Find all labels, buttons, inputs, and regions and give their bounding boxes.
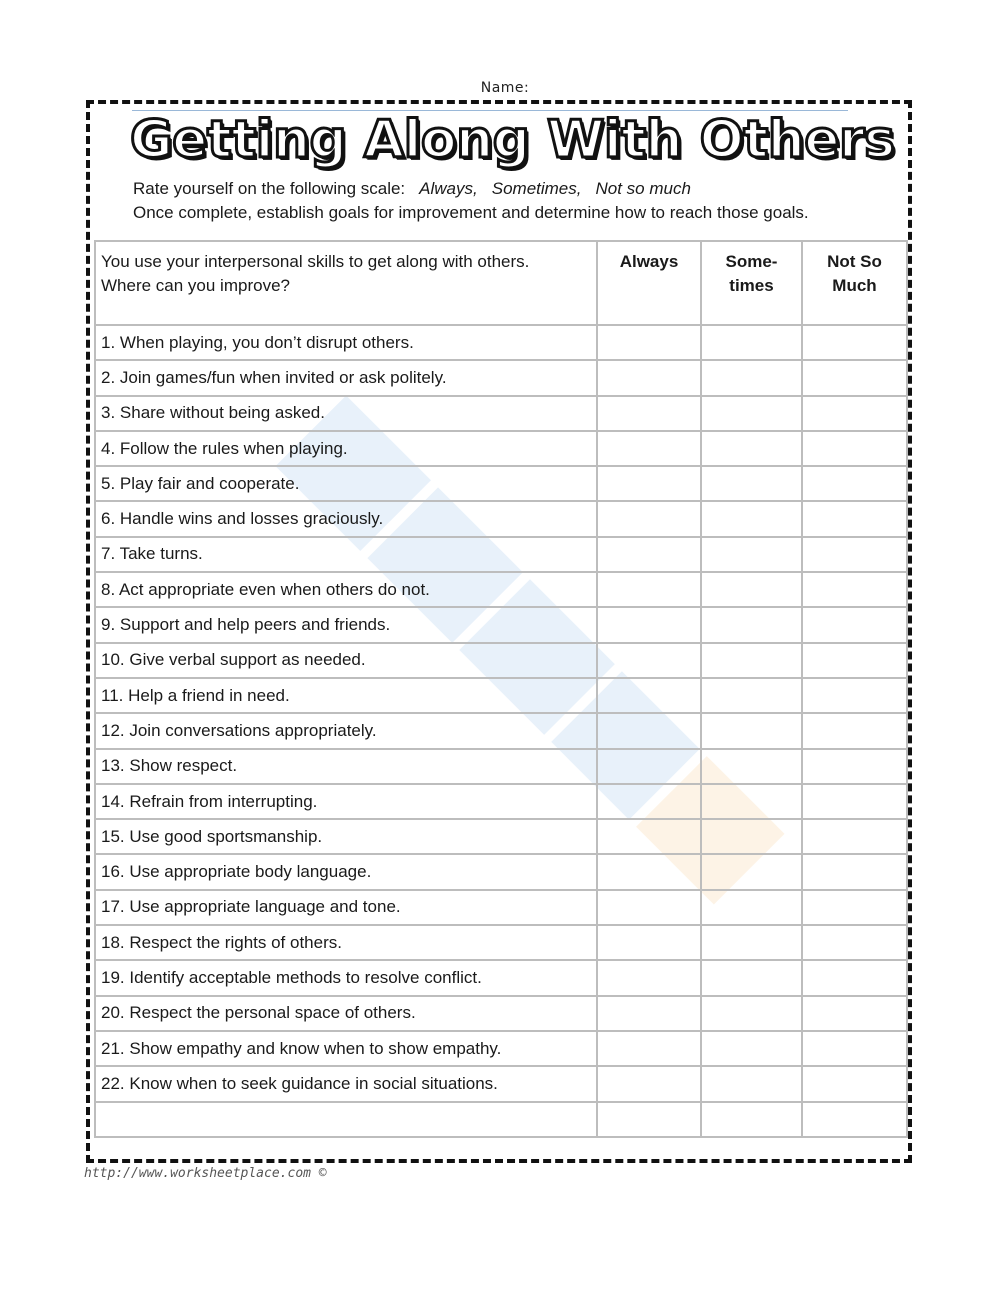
column-header-sometimes-line-1: Some-: [725, 252, 778, 271]
table-row: [95, 678, 907, 713]
rating-cell-sometimes[interactable]: [701, 784, 802, 819]
behavior-item: 22. Know when to seek guidance in social situations.: [95, 1066, 597, 1101]
behavior-item: 10. Give verbal support as needed.: [95, 643, 597, 678]
table-header-row: [95, 241, 907, 325]
table-row: [95, 925, 907, 960]
rating-cell-always[interactable]: [597, 678, 701, 713]
rating-cell-not-so-much[interactable]: [802, 819, 907, 854]
rating-cell-sometimes[interactable]: [701, 572, 802, 607]
rating-cell-not-so-much[interactable]: [802, 431, 907, 466]
rating-cell-sometimes[interactable]: [701, 360, 802, 395]
column-header-always-line-1: Always: [619, 252, 679, 271]
table-row: [95, 854, 907, 889]
rating-cell-sometimes[interactable]: [701, 890, 802, 925]
rating-cell-not-so-much[interactable]: [802, 325, 907, 360]
rating-cell-sometimes[interactable]: [701, 960, 802, 995]
rating-cell-sometimes[interactable]: [701, 713, 802, 748]
self-rating-table: [94, 240, 908, 1138]
table-row: [95, 1102, 907, 1137]
rating-cell-sometimes[interactable]: [701, 537, 802, 572]
rating-cell-sometimes[interactable]: [701, 431, 802, 466]
rating-cell-always[interactable]: [597, 819, 701, 854]
behavior-item: 5. Play fair and cooperate.: [95, 466, 597, 501]
scale-option-sometimes: Sometimes,: [491, 179, 582, 198]
rating-cell-sometimes[interactable]: [701, 996, 802, 1031]
rating-cell-not-so-much[interactable]: [802, 678, 907, 713]
table-row: [95, 431, 907, 466]
goal-instructions: Once complete, establish goals for improvement and determine how to reach those goals.: [133, 203, 809, 222]
column-header-not-so-much-line-2: Much: [832, 276, 877, 295]
behavior-item: 1. When playing, you don’t disrupt others.: [95, 325, 597, 360]
worksheet-title: Getting Along With Others: [130, 110, 895, 170]
rating-cell-sometimes[interactable]: [701, 466, 802, 501]
behavior-item: 14. Refrain from interrupting.: [95, 784, 597, 819]
behavior-item: 4. Follow the rules when playing.: [95, 431, 597, 466]
rating-cell-always[interactable]: [597, 572, 701, 607]
table-row: [95, 713, 907, 748]
rating-cell-always[interactable]: [597, 1031, 701, 1066]
behavior-item: 20. Respect the personal space of others.: [95, 996, 597, 1031]
rating-cell-sometimes[interactable]: [701, 1031, 802, 1066]
rating-cell-not-so-much[interactable]: [802, 501, 907, 536]
rating-cell-not-so-much[interactable]: [802, 1066, 907, 1101]
rating-cell-always[interactable]: [597, 431, 701, 466]
table-row: [95, 996, 907, 1031]
rating-cell-not-so-much[interactable]: [802, 643, 907, 678]
rating-cell-always[interactable]: [597, 854, 701, 889]
rating-cell-always[interactable]: [597, 607, 701, 642]
rating-cell-sometimes[interactable]: [701, 643, 802, 678]
table-row: [95, 607, 907, 642]
rating-scale-prefix: Rate yourself on the following scale:: [133, 179, 406, 198]
rating-cell-always[interactable]: [597, 643, 701, 678]
footer-url: http://www.worksheetplace.com ©: [84, 1166, 327, 1181]
table-row: [95, 325, 907, 360]
rating-cell-always[interactable]: [597, 713, 701, 748]
behavior-item: 2. Join games/fun when invited or ask politely.: [95, 360, 597, 395]
rating-cell-sometimes[interactable]: [701, 396, 802, 431]
rating-cell-always[interactable]: [597, 537, 701, 572]
rating-cell-not-so-much[interactable]: [802, 607, 907, 642]
behavior-item: 6. Handle wins and losses graciously.: [95, 501, 597, 536]
table-row: [95, 466, 907, 501]
rating-cell-sometimes[interactable]: [701, 749, 802, 784]
behavior-item: 13. Show respect.: [95, 749, 597, 784]
column-header-sometimes: [701, 241, 802, 325]
rating-cell-always[interactable]: [597, 396, 701, 431]
table-row: [95, 643, 907, 678]
scale-option-not-so-much: Not so much: [595, 179, 691, 198]
behavior-item: 12. Join conversations appropriately.: [95, 713, 597, 748]
behavior-item: 3. Share without being asked.: [95, 396, 597, 431]
table-row: [95, 784, 907, 819]
table-row: [95, 1066, 907, 1101]
rating-cell-not-so-much[interactable]: [802, 854, 907, 889]
behavior-item: 17. Use appropriate language and tone.: [95, 890, 597, 925]
rating-cell-not-so-much[interactable]: [802, 572, 907, 607]
table-row: [95, 360, 907, 395]
rating-cell-always[interactable]: [597, 784, 701, 819]
rating-cell-always[interactable]: [597, 501, 701, 536]
table-row: [95, 396, 907, 431]
column-header-always: [597, 241, 701, 325]
prompt-line-2: Where can you improve?: [101, 276, 290, 295]
rating-cell-sometimes[interactable]: [701, 678, 802, 713]
table-row: [95, 890, 907, 925]
rating-cell-not-so-much[interactable]: [802, 713, 907, 748]
rating-cell-not-so-much[interactable]: [802, 1031, 907, 1066]
name-label: Name:: [480, 80, 530, 96]
behavior-item: 9. Support and help peers and friends.: [95, 607, 597, 642]
rating-cell-always[interactable]: [597, 749, 701, 784]
rating-cell-sometimes[interactable]: [701, 819, 802, 854]
behavior-item: 7. Take turns.: [95, 537, 597, 572]
column-header-not-so-much: [802, 241, 907, 325]
rating-cell-sometimes[interactable]: [701, 1066, 802, 1101]
rating-cell-always[interactable]: [597, 960, 701, 995]
rating-cell-not-so-much[interactable]: [802, 890, 907, 925]
rating-cell-not-so-much[interactable]: [802, 960, 907, 995]
behavior-item: 18. Respect the rights of others.: [95, 925, 597, 960]
rating-cell-always[interactable]: [597, 925, 701, 960]
rating-cell-not-so-much[interactable]: [802, 1102, 907, 1137]
table-row: [95, 749, 907, 784]
rating-cell-always[interactable]: [597, 466, 701, 501]
behavior-item: [95, 1102, 597, 1137]
behavior-item: 15. Use good sportsmanship.: [95, 819, 597, 854]
rating-cell-not-so-much[interactable]: [802, 749, 907, 784]
table-row: [95, 572, 907, 607]
rating-cell-sometimes[interactable]: [701, 854, 802, 889]
rating-cell-not-so-much[interactable]: [802, 466, 907, 501]
behavior-item: 21. Show empathy and know when to show empathy.: [95, 1031, 597, 1066]
behavior-item: 16. Use appropriate body language.: [95, 854, 597, 889]
rating-cell-always[interactable]: [597, 890, 701, 925]
rating-cell-sometimes[interactable]: [701, 1102, 802, 1137]
column-header-sometimes-line-2: times: [729, 276, 774, 295]
prompt-line-1: You use your interpersonal skills to get along with others.: [101, 252, 530, 271]
behavior-item: 19. Identify acceptable methods to resolve conflict.: [95, 960, 597, 995]
rating-cell-not-so-much[interactable]: [802, 784, 907, 819]
behavior-item: 11. Help a friend in need.: [95, 678, 597, 713]
rating-cell-sometimes[interactable]: [701, 607, 802, 642]
rating-cell-sometimes[interactable]: [701, 325, 802, 360]
rating-scale-line: [133, 178, 691, 200]
rating-cell-always[interactable]: [597, 1102, 701, 1137]
table-row: [95, 1031, 907, 1066]
rating-cell-not-so-much[interactable]: [802, 396, 907, 431]
column-header-not-so-much-line-1: Not So: [827, 252, 882, 271]
table-row: [95, 501, 907, 536]
rating-cell-always[interactable]: [597, 996, 701, 1031]
rating-cell-always[interactable]: [597, 360, 701, 395]
table-row: [95, 819, 907, 854]
rating-cell-not-so-much[interactable]: [802, 360, 907, 395]
rating-cell-not-so-much[interactable]: [802, 537, 907, 572]
table-row: [95, 537, 907, 572]
rating-cell-always[interactable]: [597, 325, 701, 360]
table-row: [95, 960, 907, 995]
behavior-item: 8. Act appropriate even when others do not.: [95, 572, 597, 607]
rating-cell-not-so-much[interactable]: [802, 925, 907, 960]
rating-cell-sometimes[interactable]: [701, 925, 802, 960]
scale-option-always: Always,: [419, 179, 478, 198]
prompt-header: [95, 241, 597, 325]
rating-cell-sometimes[interactable]: [701, 501, 802, 536]
rating-cell-always[interactable]: [597, 1066, 701, 1101]
rating-cell-not-so-much[interactable]: [802, 996, 907, 1031]
